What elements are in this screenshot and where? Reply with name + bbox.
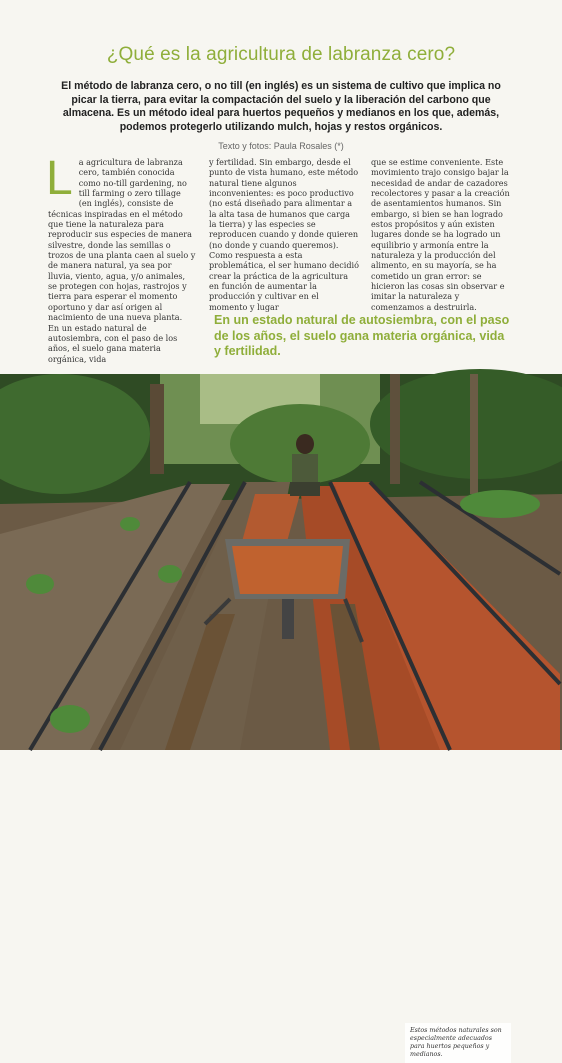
paragraph: que se estime conveniente. Este movimiento trajo consigo bajar la necesidad de andar de cazadores recolectores y pasar a la creación de asentamientos humanos. Sin embargo, si bien se han logrado estos propósitos y aún existen lugares donde se ha logrado un equilibrio y armonía entre la naturaleza y la producción del alimento, en su mayoría, se ha cometido un gran error: se hicieron las cosas sin observar e imitar la naturaleza y comenzamos a destruirla. [371,157,510,312]
paragraph: Como respuesta a esta problemática, el ser humano decidió crear la práctica de la agricultura en función de aumentar la producción y cultivar en el momento y lugar [209,250,359,312]
paragraph: En un estado natural de autosiembra, con el paso de los años, el suelo gana materia orgánica, vida [48,322,178,364]
text-column-1 [46,152,196,364]
paragraph: y fertilidad. Sin embargo, desde el punto de vista humano, este método natural tiene algunos inconvenientes: es poco productivo (no está diseñado para alimentar a la alta tasa de humanos que carga la tierra) y las especies se reproducen cuando y donde quieren (no donde y cuando queremos). [209,157,359,250]
photo-credit: Texto y fotos: Paula Rosales (*) [218,141,344,151]
paragraph: a agricultura de labranza cero, también conocida como no-till gardening, no till farming o zero tillage (en inglés), consiste de técnicas inspiradas en el método que tiene la naturaleza para reproducir sus especies de manera silvestre, donde las semillas o trozos de una planta caen al suelo y de manera natural, ya sea por lluvia, viento, agua, y/o animales, se protegen con hojas, rastrojos y tierra para esperar el momento oportuno y dar así origen al nacimiento de una nueva planta. [48,157,196,323]
garden-photo [0,374,562,1058]
article-title: ¿Qué es la agricultura de labranza cero? [106,44,456,65]
text-column-2 [209,157,359,312]
article-intro: El método de labranza cero, o no till (en inglés) es un sistema de cultivo que implica no picar la tierra, para evitar la compactación del suelo y la liberación del carbono que almacena. Es un método ideal para huertos pequeños y medianos en los que, además, podemos protegerlo utilizando mulch, hojas y restos orgánicos. [61,80,501,133]
drop-cap: L [46,152,73,205]
text-column-3 [371,157,511,312]
pull-quote: En un estado natural de autosiembra, con el paso de los años, el suelo gana materia orgánica, vida y fertilidad. [214,313,510,358]
photo-caption: Estos métodos naturales son especialmente adecuados para huertos pequeños y medianos. [405,1023,511,1063]
